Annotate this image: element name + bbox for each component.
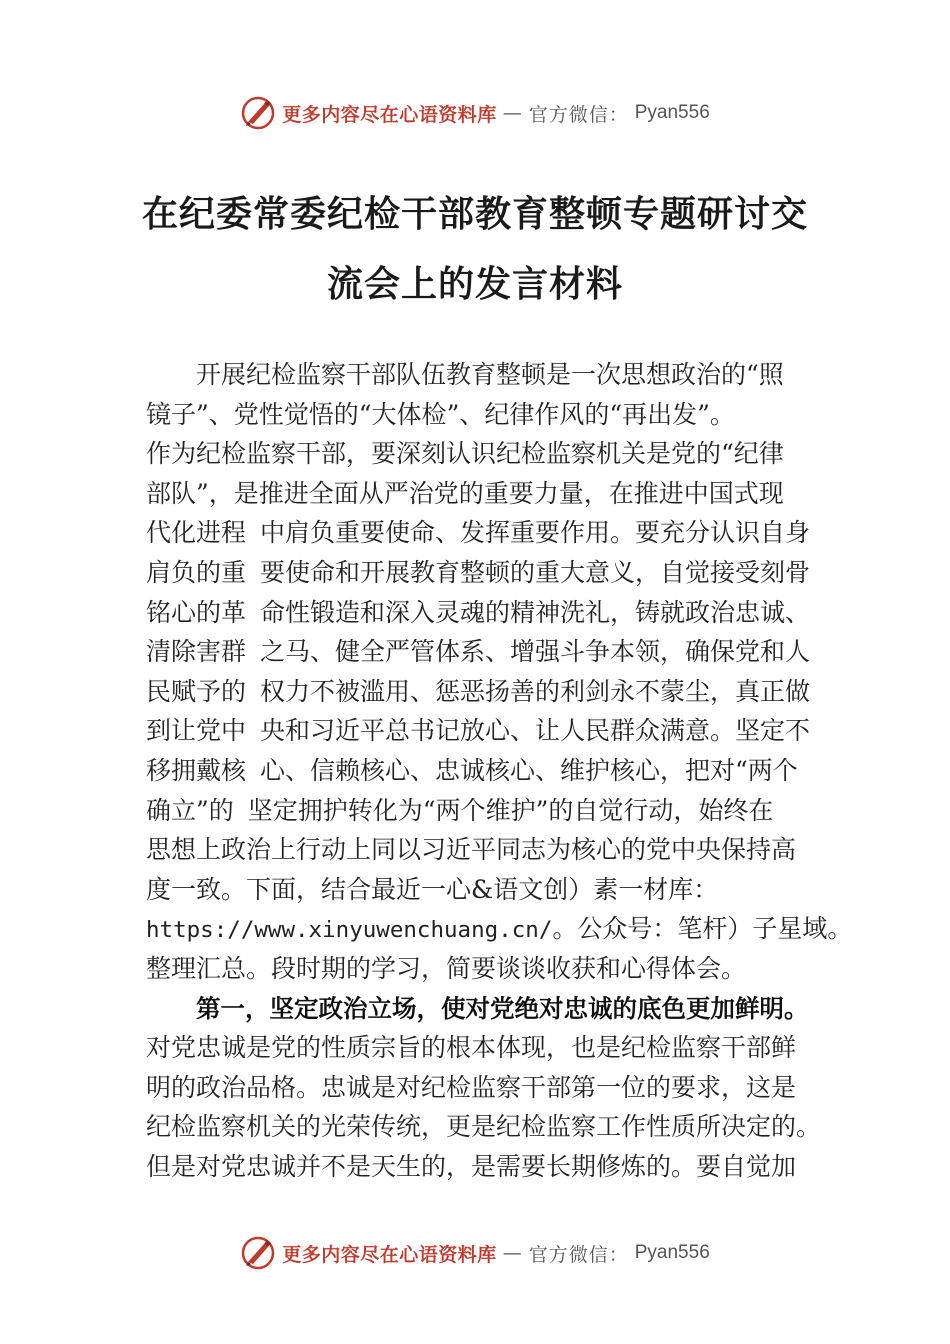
paragraph-line: 部队”，是推进全面从严治党的重要力量，在推进中国式现 bbox=[146, 478, 784, 508]
document-title-line2: 流会上的发言材料 bbox=[326, 263, 623, 305]
paragraph-line: https://www.xinyuwenchuang.cn/。公众号：笔杆）子星域。 bbox=[146, 914, 853, 944]
paragraph-line: 清除害群 之马、健全严管体系、增强斗争本领，确保党和人 bbox=[146, 637, 811, 667]
footer-site-text: 更多内容尽在心语资料库 bbox=[282, 1243, 497, 1266]
paragraph-line: 肩负的重 要使命和开展教育整顿的重大意义，自觉接受刻骨 bbox=[146, 557, 811, 587]
footer-dash: — bbox=[502, 1242, 523, 1264]
header-wechat-label: 官方微信： bbox=[528, 103, 629, 126]
footer-wechat-label: 官方微信： bbox=[528, 1243, 629, 1266]
paragraph-line: 代化进程 中肩负重要使命、发挥重要作用。要充分认识自身 bbox=[146, 518, 811, 548]
paragraph-line: 作为纪检监察干部，要深刻认识纪检监察机关是党的“纪律 bbox=[146, 439, 784, 469]
header-site-text: 更多内容尽在心语资料库 bbox=[282, 103, 497, 126]
footer-banner bbox=[0, 1233, 950, 1273]
paragraph-line: 开展纪检监察干部队伍教育整顿是一次思想政治的“照 bbox=[196, 360, 784, 389]
source-url: https://www.xinyuwenchuang.cn/ bbox=[146, 917, 553, 944]
header-banner bbox=[0, 93, 950, 133]
paragraph-line: 镜子”、党性觉悟的“大体检”、纪律作风的“再出发”。 bbox=[146, 399, 735, 429]
section-heading-1: 第一，坚定政治立场，使对党绝对忠诚的底色更加鲜明。 bbox=[196, 993, 809, 1023]
paragraph-line: 明的政治品格。忠诚是对纪检监察干部第一位的要求，这是 bbox=[146, 1072, 797, 1102]
header-wechat-id: Pyan556 bbox=[634, 102, 710, 123]
paragraph-line: 度一致。下面，结合最近一心&语文创）素一材库： bbox=[146, 874, 719, 904]
header-dash: — bbox=[502, 102, 523, 124]
footer-wechat-id: Pyan556 bbox=[634, 1242, 710, 1263]
paragraph-line: 民赋予的 权力不被滥用、惩恶扬善的利剑永不蒙尘，真正做 bbox=[146, 676, 811, 706]
paragraph-line: 移拥戴核 心、信赖核心、忠诚核心、维护核心，把对“两个 bbox=[146, 755, 798, 785]
paragraph-line: 整理汇总。段时期的学习，简要谈谈收获和心得体会。 bbox=[146, 953, 747, 983]
paragraph-line: 纪检监察机关的光荣传统，更是纪检监察工作性质所决定的。 bbox=[146, 1112, 822, 1142]
pen-logo-icon bbox=[240, 1235, 276, 1271]
paragraph-line: 思想上政治上行动上同以习近平同志为核心的党中央保持高 bbox=[146, 835, 797, 865]
paragraph-line: 对党忠诚是党的性质宗旨的根本体现，也是纪检监察干部鲜 bbox=[146, 1033, 797, 1063]
pen-logo-icon bbox=[240, 95, 276, 131]
paragraph-line: 铭心的革 命性锻造和深入灵魂的精神洗礼，铸就政治忠诚、 bbox=[146, 597, 811, 627]
paragraph-line: 但是对党忠诚并不是天生的，是需要长期修炼的。要自觉加 bbox=[146, 1151, 797, 1181]
paragraph-line: 到让党中 央和习近平总书记放心、让人民群众满意。坚定不 bbox=[146, 716, 811, 746]
paragraph-line: 确立”的 坚定拥护转化为“两个维护”的自觉行动，始终在 bbox=[146, 795, 774, 825]
paragraph-1 bbox=[146, 355, 853, 1186]
document-title-line1: 在纪委常委纪检干部教育整顿专题研讨交 bbox=[141, 193, 808, 235]
